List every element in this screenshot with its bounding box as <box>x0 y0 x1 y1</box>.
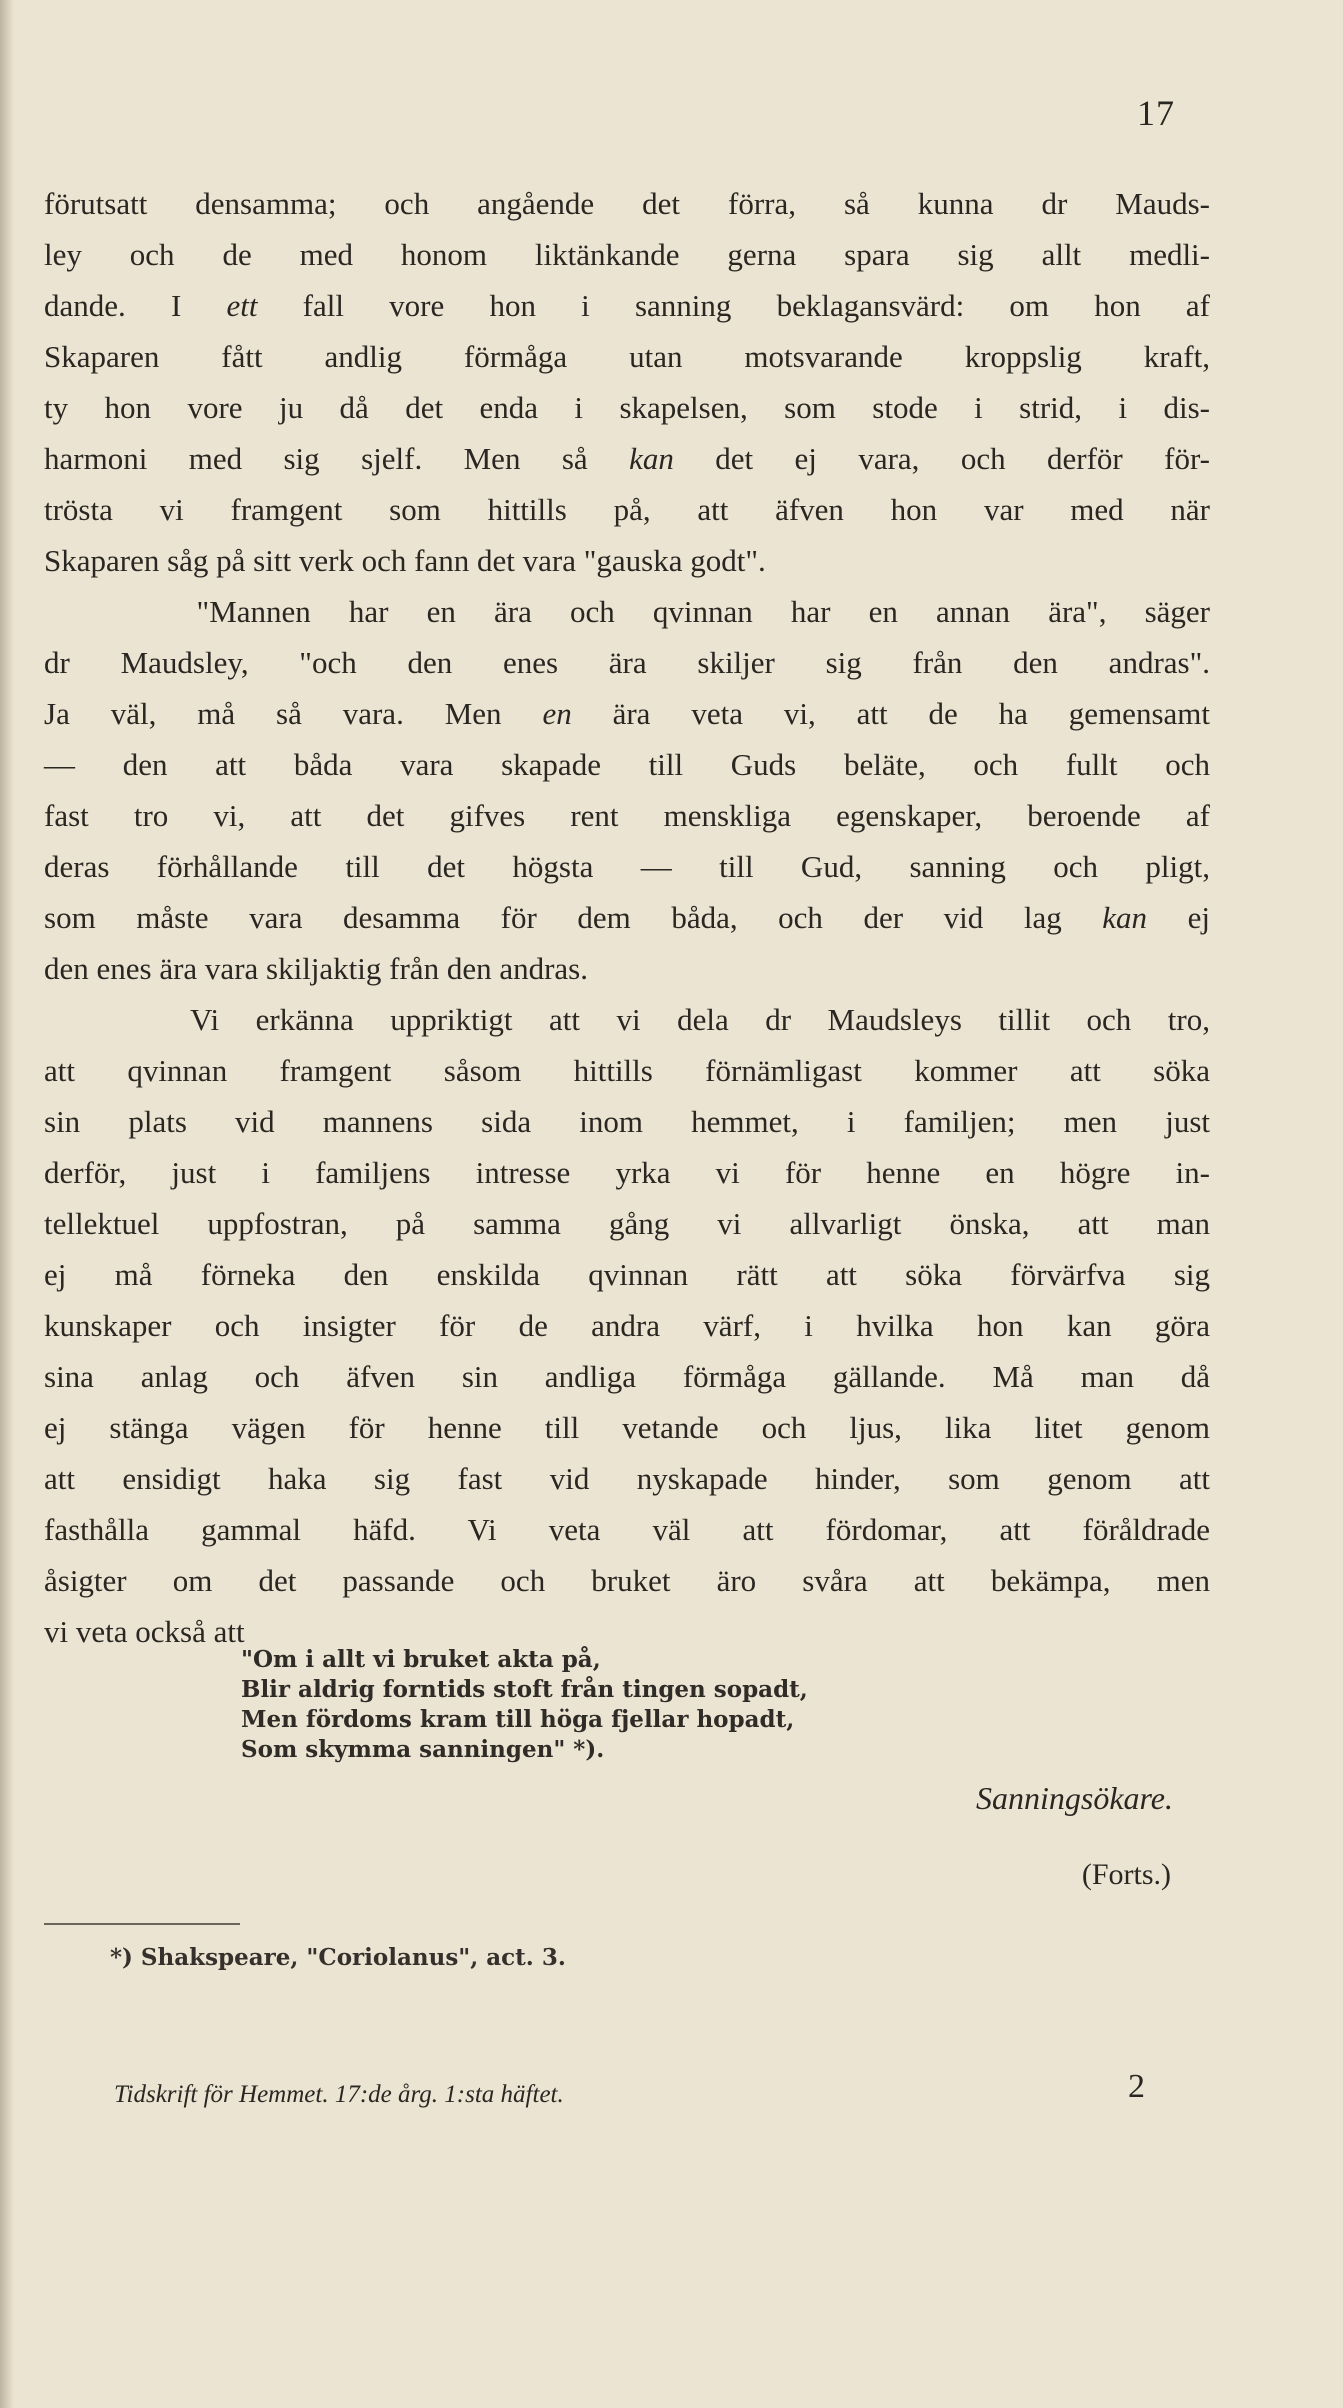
text-line: förutsatt densamma; och angående det förra, så kunna dr Mauds- <box>44 186 1210 221</box>
text-line: harmoni med sig sjelf. Men så kan det ej vara, och derför för- <box>44 441 1210 476</box>
text-line: dande. I ett fall vore hon i sanning beklagansvärd: om hon af <box>44 288 1210 323</box>
text-line: Vi erkänna uppriktigt att vi dela dr Maudsleys tillit och tro, <box>44 1002 1210 1037</box>
text-line: åsigter om det passande och bruket äro svåra att bekämpa, men <box>44 1563 1210 1598</box>
page-number: 17 <box>1137 93 1175 133</box>
text-line: deras förhållande till det högsta — till Gud, sanning och pligt, <box>44 849 1210 884</box>
text-line: vi veta också att <box>44 1614 245 1649</box>
text-line: fast tro vi, att det gifves rent menskliga egenskaper, beroende af <box>44 798 1210 833</box>
text-line: Skaparen såg på sitt verk och fann det vara "gauska godt". <box>44 543 766 578</box>
text-line: som måste vara desamma för dem båda, och der vid lag kan ej <box>44 900 1210 935</box>
poem-line: Som skymma sanningen" *). <box>241 1736 605 1763</box>
poem-quote <box>241 1645 941 1765</box>
author-signature: Sanningsökare. <box>975 1780 1173 1816</box>
continuation-note: (Forts.) <box>1081 1858 1171 1891</box>
text-line: — den att båda vara skapade till Guds beläte, och fullt och <box>44 747 1210 782</box>
text-line: derför, just i familjens intresse yrka vi för henne en högre in- <box>44 1155 1210 1190</box>
poem-line: Blir aldrig forntids stoft från tingen sopadt, <box>241 1676 808 1703</box>
text-line: kunskaper och insigter för de andra värf, i hvilka hon kan göra <box>44 1308 1210 1343</box>
text-line: att qvinnan framgent såsom hittills förnämligast kommer att söka <box>44 1053 1210 1088</box>
text-line: ej stänga vägen för henne till vetande och ljus, lika litet genom <box>44 1410 1210 1445</box>
poem-line: "Om i allt vi bruket akta på, <box>241 1646 601 1673</box>
text-line: den enes ära vara skiljaktig från den andras. <box>44 951 588 986</box>
signature-mark: 2 <box>1128 2068 1145 2105</box>
text-line: Ja väl, må så vara. Men en ära veta vi, att de ha gemensamt <box>44 696 1210 731</box>
text-line: fasthålla gammal häfd. Vi veta väl att fördomar, att föråldrade <box>44 1512 1210 1547</box>
text-line: ej må förneka den enskilda qvinnan rätt att söka förvärfva sig <box>44 1257 1210 1292</box>
journal-footer: Tidskrift för Hemmet. 17:de årg. 1:sta häftet. <box>114 2081 564 2108</box>
text-line: sin plats vid mannens sida inom hemmet, i familjen; men just <box>44 1104 1210 1139</box>
text-line: dr Maudsley, "och den enes ära skiljer sig från den andras". <box>44 645 1210 680</box>
text-line: sina anlag och äfven sin andliga förmåga gällande. Må man då <box>44 1359 1210 1394</box>
text-line: "Mannen har en ära och qvinnan har en annan ära", säger <box>44 594 1210 629</box>
text-line: ty hon vore ju då det enda i skapelsen, som stode i strid, i dis- <box>44 390 1210 425</box>
poem-line: Men fördoms kram till höga fjellar hopadt, <box>241 1706 795 1733</box>
text-line: Skaparen fått andlig förmåga utan motsvarande kroppslig kraft, <box>44 339 1210 374</box>
text-line: tellektuel uppfostran, på samma gång vi allvarligt önska, att man <box>44 1206 1210 1241</box>
footnote: *) Shakspeare, "Coriolanus", act. 3. <box>110 1944 566 1971</box>
text-line: att ensidigt haka sig fast vid nyskapade hinder, som genom att <box>44 1461 1210 1496</box>
page-edge <box>0 0 14 2408</box>
text-line: trösta vi framgent som hittills på, att äfven hon var med när <box>44 492 1210 527</box>
footnote-rule <box>44 1923 240 1925</box>
body-text <box>44 178 1210 1657</box>
text-line: ley och de med honom liktänkande gerna spara sig allt medli- <box>44 237 1210 272</box>
